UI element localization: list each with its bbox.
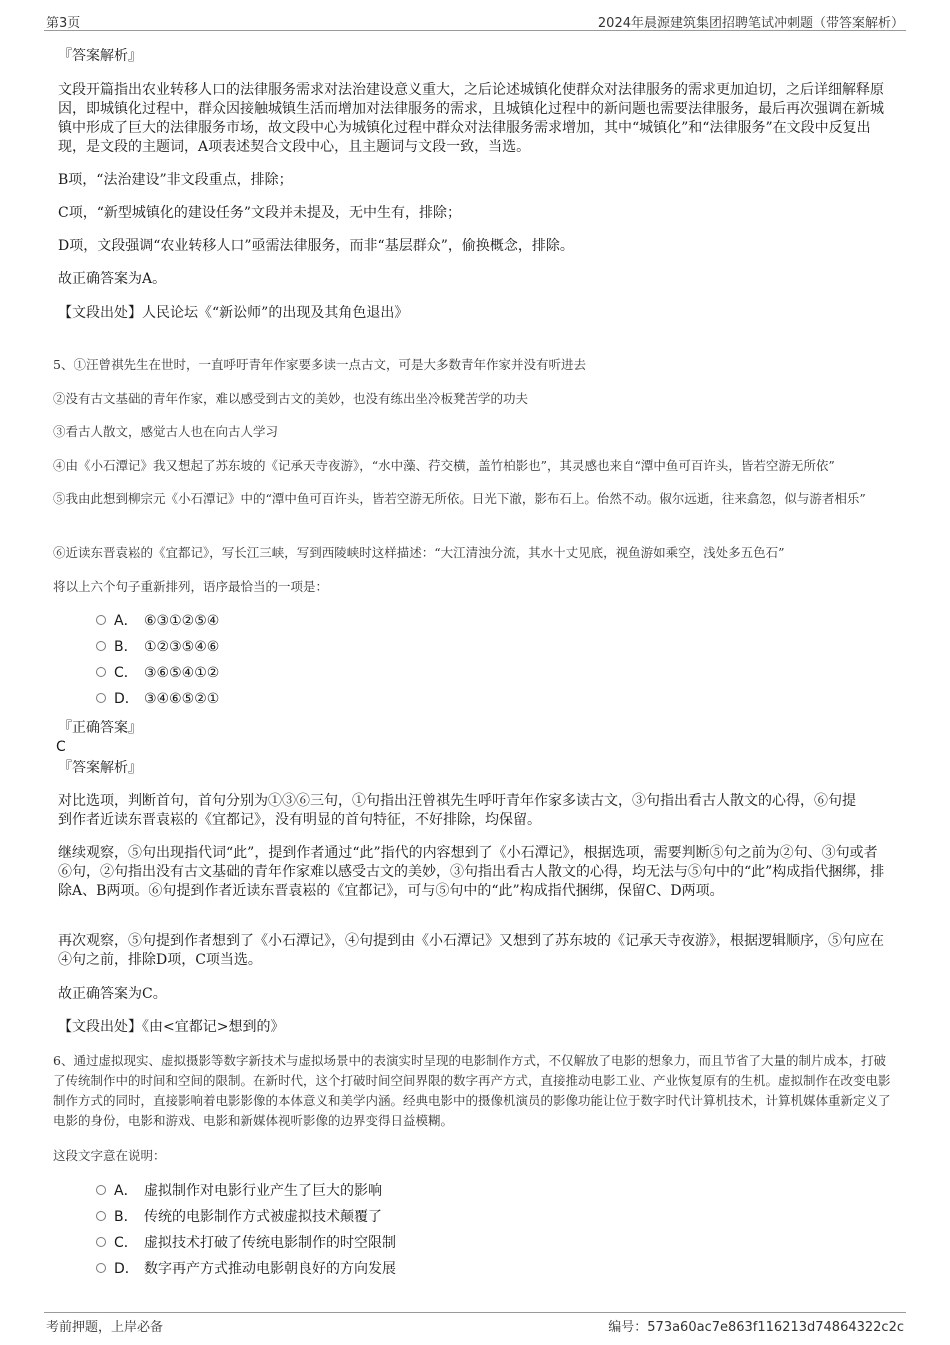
q5-analysis-1: 对比选项，判断首句，首句分别为①③⑥三句，①句指出汪曾祺先生呼吁青年作家多读古文，③句指出看古人散文的心得，⑥句提到作者近读东晋袁崧的《宜都记》，没有明显的首句特征，不好排除，均保留。 bbox=[58, 793, 856, 828]
radio-icon[interactable] bbox=[96, 667, 106, 677]
q4-conclusion: 故正确答案为A。 bbox=[58, 271, 167, 287]
q6-option-b[interactable]: B． 传统的电影制作方式被虚拟技术颠覆了 bbox=[96, 1207, 796, 1227]
q6-question: 这段文字意在说明： bbox=[53, 1148, 166, 1163]
q6-stem: 6、通过虚拟现实、虚拟摄影等数字新技术与虚拟场景中的表演实时呈现的电影制作方式，不仅解放了电影的想象力，而且节省了大量的制片成本，打破了传统制作中的时间和空间的限制。在新时代，这个打破时间空间界限的数字再产方式，直接推动电影工业、产业恢复原有的生机。虚拟制作在改变电影制作方式的同时，直接影响着电影影像的本体意义和美学内涵。经典电影中的摄像机演员的影像功能让位于数字时代计算机技术，计算机媒体重新定义了电影的身份，电影和游戏、电影和新媒体视听影像的边界变得日益模糊。 bbox=[53, 1053, 891, 1128]
q5-conclusion: 故正确答案为C。 bbox=[58, 986, 167, 1002]
page-number: 第3页 bbox=[46, 16, 81, 31]
q4-source: 【文段出处】人民论坛《“新讼师”的出现及其角色退出》 bbox=[58, 305, 409, 321]
document-id: 编号：573a60ac7e863f116213d74864322c2c bbox=[608, 1320, 904, 1335]
q5-option-a[interactable]: A． ⑥③①②⑤④ bbox=[96, 611, 796, 631]
q5-sentence-5: ⑤我由此想到柳宗元《小石潭记》中的“潭中鱼可百许头，皆若空游无所依。日光下澈，影布石上。佁然不动。俶尔远逝，往来翕忽，似与游者相乐” bbox=[53, 491, 866, 506]
q4-analysis-b: B项，“法治建设”非文段重点，排除； bbox=[58, 172, 293, 188]
q5-option-c[interactable]: C． ③⑥⑤④①② bbox=[96, 663, 796, 683]
radio-icon[interactable] bbox=[96, 693, 106, 703]
q5-option-d[interactable]: D． ③④⑥⑤②① bbox=[96, 689, 796, 709]
q5-analysis-3: 再次观察，⑤句提到作者想到了《小石潭记》，④句提到由《小石潭记》又想到了苏东坡的《记承天寺夜游》，根据逻辑顺序，⑤句应在④句之前，排除D项，C项当选。 bbox=[58, 933, 884, 968]
radio-icon[interactable] bbox=[96, 1185, 106, 1195]
q4-analysis-c: C项，“新型城镇化的建设任务”文段并未提及，无中生有，排除； bbox=[58, 205, 462, 221]
q5-option-b[interactable]: B． ①②③⑤④⑥ bbox=[96, 637, 796, 657]
radio-icon[interactable] bbox=[96, 1211, 106, 1221]
q5-question: 将以上六个句子重新排列，语序最恰当的一项是： bbox=[53, 579, 329, 594]
q5-correct-answer: C bbox=[56, 739, 66, 755]
q5-stem-sentence-1: 5、①汪曾祺先生在世时，一直呼吁青年作家要多读一点古文，可是大多数青年作家并没有听进去 bbox=[53, 357, 586, 372]
document-title: 2024年晨源建筑集团招聘笔试冲刺题（带答案解析） bbox=[597, 16, 904, 31]
q5-sentence-4: ④由《小石潭记》我又想起了苏东坡的《记承天寺夜游》，“水中藻、荇交横，盖竹柏影也”，其灵感也来自“潭中鱼可百许头，皆若空游无所依” bbox=[53, 458, 835, 473]
q5-correct-label: 『正确答案』 bbox=[58, 720, 142, 736]
q5-source: 【文段出处】《由<宜都记>想到的》 bbox=[58, 1019, 285, 1035]
radio-icon[interactable] bbox=[96, 641, 106, 651]
q5-analysis-2: 继续观察，⑤句出现指代词“此”，提到作者通过“此”指代的内容想到了《小石潭记》，根据选项，需要判断⑤句之前为②句、③句或者⑥句，②句指出没有古文基础的青年作家难以感受古文的美妙，③句指出看古人散文的心得，均无法与⑤句中的“此”构成指代捆绑，排除A、B两项。⑥句提到作者近读东晋袁崧的《宜都记》，可与⑤句中的“此”构成指代捆绑，保留C、D两项。 bbox=[58, 845, 885, 899]
q5-analysis-label: 『答案解析』 bbox=[58, 760, 142, 776]
radio-icon[interactable] bbox=[96, 615, 106, 625]
footer-slogan: 考前押题，上岸必备 bbox=[46, 1320, 164, 1335]
radio-icon[interactable] bbox=[96, 1263, 106, 1273]
q5-sentence-2: ②没有古文基础的青年作家，难以感受到古文的美妙，也没有练出坐冷板凳苦学的功夫 bbox=[53, 391, 529, 406]
q6-option-a[interactable]: A． 虚拟制作对电影行业产生了巨大的影响 bbox=[96, 1181, 796, 1201]
q5-sentence-3: ③看古人散文，感觉古人也在向古人学习 bbox=[53, 424, 279, 439]
page-header bbox=[44, 8, 906, 31]
q4-analysis-d: D项，文段强调“农业转移人口”亟需法律服务，而非“基层群众”，偷换概念，排除。 bbox=[58, 238, 574, 254]
q4-analysis-label: 『答案解析』 bbox=[58, 48, 142, 64]
q5-sentence-6: ⑥近读东晋袁崧的《宜都记》，写长江三峡，写到西陵峡时这样描述：“大江清浊分流，其水十丈见底，视鱼游如乘空，浅处多五色石” bbox=[53, 545, 785, 560]
q6-option-c[interactable]: C． 虚拟技术打破了传统电影制作的时空限制 bbox=[96, 1233, 796, 1253]
page-footer bbox=[44, 1312, 906, 1335]
q4-analysis-paragraph: 文段开篇指出农业转移人口的法律服务需求对法治建设意义重大，之后论述城镇化使群众对法律服务的需求更加迫切，之后详细解释原因，即城镇化过程中，群众因接触城镇生活而增加对法律服务的需求，且城镇化过程中的新问题也需要法律服务，最后再次强调在新城镇中形成了巨大的法律服务市场，故文段中心为城镇化过程中群众对法律服务需求增加，其中“城镇化”和“法律服务”在文段中反复出现，是文段的主题词，A项表述契合文段中心，且主题词与文段一致，当选。 bbox=[58, 82, 884, 155]
q6-option-d[interactable]: D． 数字再产方式推动电影朝良好的方向发展 bbox=[96, 1259, 796, 1279]
radio-icon[interactable] bbox=[96, 1237, 106, 1247]
